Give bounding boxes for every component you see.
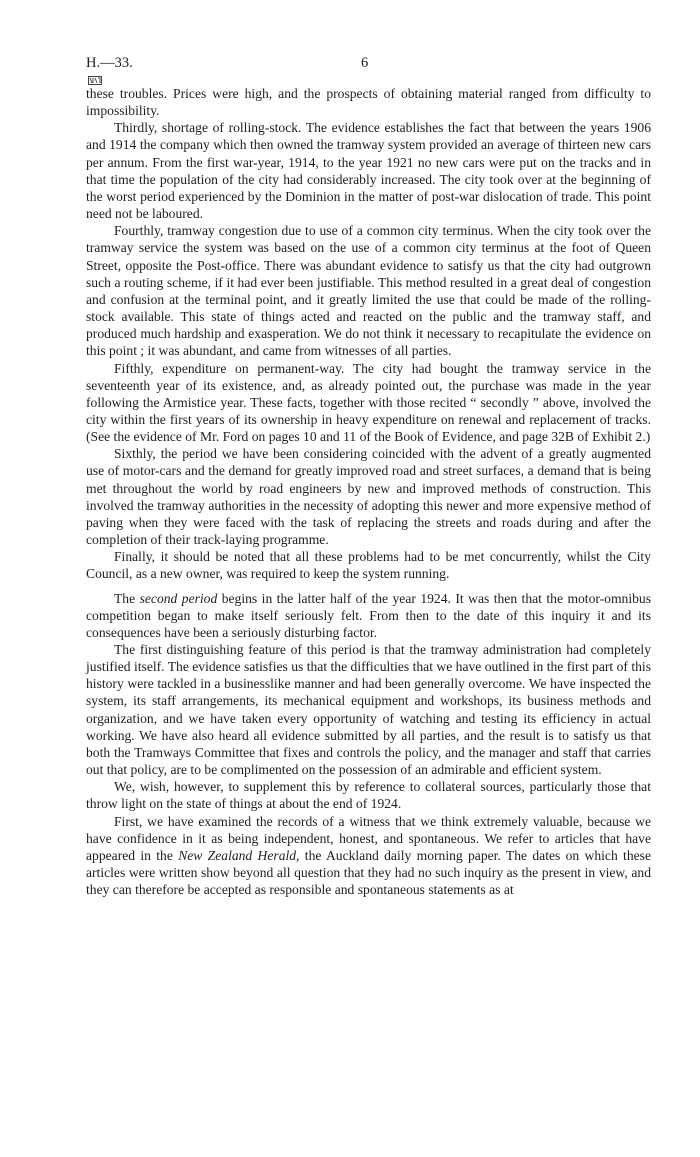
paragraph-collateral-sources: We, wish, however, to supplement this by reference to collateral sources, particularly those that throw light on the state of things at about the end of 1924.	[86, 779, 651, 812]
paragraph-finally: Finally, it should be noted that all these problems had to be met concurrently, whilst the City Council, as a new owner, was required to keep the system running.	[86, 549, 651, 582]
paragraph-fourthly: Fourthly, tramway congestion due to use of a common city terminus. When the city took over the tramway service the system was based on the use of a common city terminus at the foot of Queen Street, opposite the Post-office. There was abundant evidence to satisfy us that the city had outgrown such a routing scheme, if it had ever been justifiable. This method resulted in a great deal of congestion and confusion at the terminal point, and it greatly limited the use that could be made of the rolling-stock available. This state of things acted and reacted on the public and the tramway staff, and produced much hardship and exasperation. We do not think it necessary to recapitulate the evidence on this point ; it was abundant, and came from witnesses of all parties.	[86, 223, 651, 359]
page-number: 6	[361, 55, 369, 71]
paragraph-sixthly: Sixthly, the period we have been considering coincided with the advent of a greatly augmented use of motor-cars and the demand for greatly improved road and street surfaces, a demand that is being met throughout the world by road engineers by new and improved methods of construction. This involved the tramway authorities in the necessity of adopting this newer and more expensive method of paving when they were faced with the task of replacing the streets and roads during and after the completion of their track-laying programme.	[86, 446, 651, 548]
paragraph-distinguishing-feature: The first distinguishing feature of this period is that the tramway administration had completely justified itself. The evidence satisfies us that the difficulties that we have outlined in the first part of this history were tackled in a businesslike manner and had been generally overcome. We have inspected the system, its staff arrangements, its mechanical equipment and workshops, its business methods and organization, and we have taken every opportunity of watching and testing its efficiency in actual working. We have also heard all evidence submitted by all parties, and the result is to satisfy us that both the Tramways Committee that fixes and controls the policy, and the manager and staff that carries out that policy, are to be complimented on the possession of an admirable and efficient system.	[86, 642, 651, 778]
paragraph-thirdly: Thirdly, shortage of rolling-stock. The evidence establishes the fact that between the years 1906 and 1914 the company which then owned the tramway system provided an average of thirteen new cars per annum. From the first war-year, 1914, to the year 1921 no new cars were put on the tracks and in that time the population of the city had considerably increased. The city took over at the beginning of the worst period experienced by the Dominion in the matter of post-war dislocation of trade. This point need not be laboured.	[86, 120, 651, 222]
emphasis-second-period: second period	[139, 590, 218, 606]
document-reference: H.—33.	[86, 55, 133, 71]
paragraph-fifthly: Fifthly, expenditure on permanent-way. The city had bought the tramway service in the seventeenth year of its existence, and, as already pointed out, the purchase was made in the year following the Armistice year. These facts, together with those recited “ secondly ” above, involved the city within the first years of its ownership in heavy expenditure on renewal and replacement of tracks. (See the evidence of Mr. Ford on pages 10 and 11 of the Book of Evidence, and page 32B of Exhibit 2.)	[86, 360, 651, 445]
paragraph-second-period-start: The	[114, 590, 140, 606]
paragraph-newspaper-rest: the Auckland daily morning paper. The dates on which these articles were written show beyond all question that they had no such inquiry as the present in view, and they can therefore be accepted as responsible and spontaneous statements as at	[86, 847, 651, 898]
body-text	[86, 85, 651, 898]
paragraph-second-period	[86, 590, 651, 641]
emphasis-newspaper-title: New Zealand Herald,	[178, 847, 300, 863]
paragraph-second-period-rest: begins in the latter half of the year 1924. It was then that the motor-omnibus competition began to make itself seriously felt. From then to the date of this inquiry it and its consequences have been a seriously disturbing factor.	[86, 590, 651, 640]
printer-stamp-icon	[88, 76, 102, 85]
paragraph-newspaper-start: First, we have examined the records of a witness that we think extremely valuable, because we have confidence in it as being independent, honest, and spontaneous. We refer to articles that have appeared in the	[86, 813, 651, 863]
page-header	[86, 55, 651, 77]
paragraph-newspaper-records	[86, 813, 651, 899]
paragraph-continued: these troubles. Prices were high, and the prospects of obtaining material ranged from difficulty to impossibility.	[86, 86, 651, 119]
